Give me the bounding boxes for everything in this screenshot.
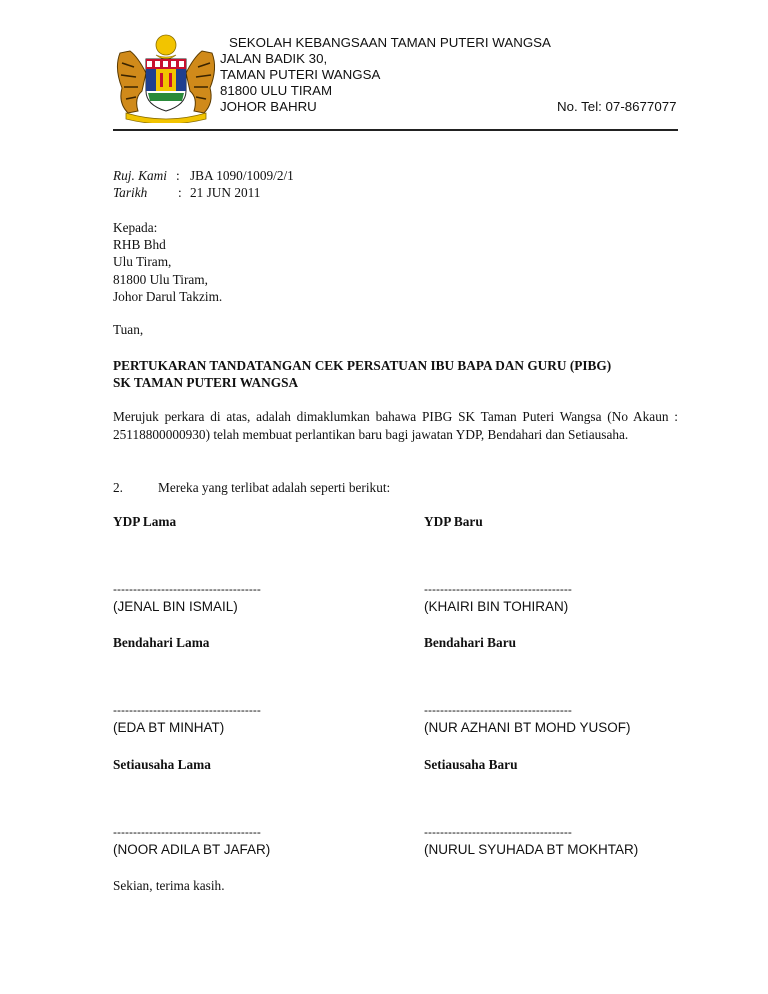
body-paragraph-1: Merujuk perkara di atas, adalah dimaklumkan bahawa PIBG SK Taman Puteri Wangsa (No Akaun : 25118800000930) telah membuat perlantikan baru bagi jawatan YDP, Bendahari dan Setiausaha.: [113, 409, 678, 442]
ruj-value: JBA 1090/1009/2/1: [190, 168, 294, 183]
ruj-colon: :: [176, 168, 180, 183]
ruj-label: Ruj. Kami: [113, 168, 167, 183]
phone-number: No. Tel: 07-8677077: [557, 99, 677, 114]
address-line-1: JALAN BADIK 30,: [220, 51, 328, 66]
salutation: Tuan,: [113, 322, 144, 337]
item-2-text: Mereka yang terlibat adalah seperti berikut:: [158, 480, 391, 495]
school-name: SEKOLAH KEBANGSAAN TAMAN PUTERI WANGSA: [229, 35, 551, 50]
coat-of-arms-logo: [112, 33, 220, 123]
ydp-lama-label: YDP Lama: [113, 514, 177, 529]
address-line-4: JOHOR BAHRU: [220, 99, 317, 114]
bendahari-lama-name: (EDA BT MINHAT): [113, 720, 225, 735]
bendahari-baru-label: Bendahari Baru: [424, 635, 516, 650]
setiausaha-baru-label: Setiausaha Baru: [424, 757, 518, 772]
setiausaha-lama-label: Setiausaha Lama: [113, 757, 211, 772]
ydp-baru-signature-line: -------------------------------------: [424, 582, 572, 596]
tarikh-value: 21 JUN 2011: [190, 185, 261, 200]
bendahari-lama-signature-line: -------------------------------------: [113, 703, 261, 717]
recipient-line-2: RHB Bhd: [113, 237, 166, 252]
setiausaha-lama-name: (NOOR ADILA BT JAFAR): [113, 842, 271, 857]
closing: Sekian, terima kasih.: [113, 878, 225, 893]
ydp-baru-name: (KHAIRI BIN TOHIRAN): [424, 599, 569, 614]
recipient-line-4: 81800 Ulu Tiram,: [113, 272, 208, 287]
bendahari-baru-signature-line: -------------------------------------: [424, 703, 572, 717]
ydp-lama-signature-line: -------------------------------------: [113, 582, 261, 596]
ydp-baru-label: YDP Baru: [424, 514, 483, 529]
ydp-lama-name: (JENAL BIN ISMAIL): [113, 599, 238, 614]
setiausaha-lama-signature-line: -------------------------------------: [113, 825, 261, 839]
tarikh-colon: :: [178, 185, 182, 200]
header-divider: [113, 129, 678, 131]
bendahari-lama-label: Bendahari Lama: [113, 635, 210, 650]
subject-line-1: PERTUKARAN TANDATANGAN CEK PERSATUAN IBU BAPA DAN GURU (PIBG): [113, 358, 612, 373]
address-line-3: 81800 ULU TIRAM: [220, 83, 333, 98]
setiausaha-baru-signature-line: -------------------------------------: [424, 825, 572, 839]
tarikh-label: Tarikh: [113, 185, 148, 200]
address-line-2: TAMAN PUTERI WANGSA: [220, 67, 381, 82]
recipient-line-5: Johor Darul Takzim.: [113, 289, 223, 304]
subject-line-2: SK TAMAN PUTERI WANGSA: [113, 375, 299, 390]
item-2-number: 2.: [113, 480, 123, 495]
recipient-line-3: Ulu Tiram,: [113, 254, 172, 269]
setiausaha-baru-name: (NURUL SYUHADA BT MOKHTAR): [424, 842, 639, 857]
recipient-line-1: Kepada:: [113, 220, 158, 235]
bendahari-baru-name: (NUR AZHANI BT MOHD YUSOF): [424, 720, 631, 735]
